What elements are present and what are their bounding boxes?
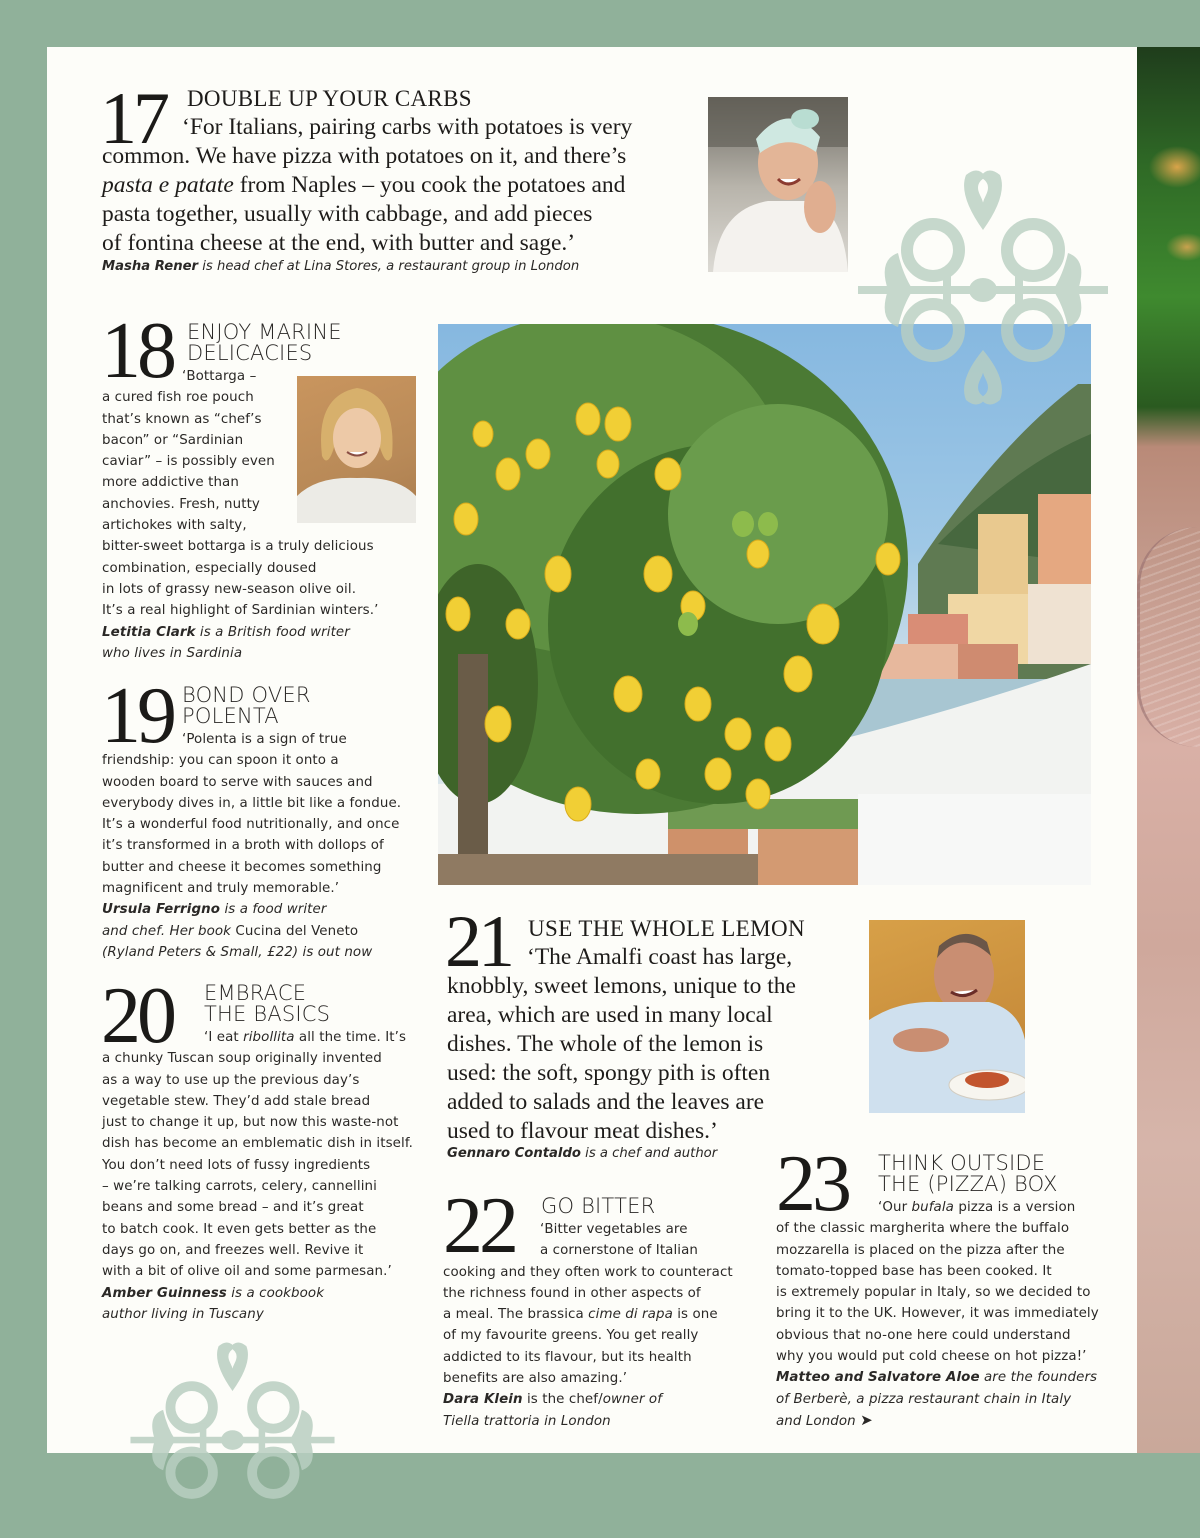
heading-line: POLENTA: [182, 704, 279, 728]
credit-name: Gennaro Contaldo: [447, 1146, 581, 1161]
credit-name: Dara Klein: [443, 1392, 523, 1408]
credit-text: and London: [776, 1413, 856, 1429]
quote-line: butter and cheese it becomes something: [102, 859, 382, 875]
quote-line: used to flavour meat dishes.’: [447, 1118, 718, 1144]
quote-line: It’s a wonderful food nutritionally, and once: [102, 817, 400, 833]
quote-line: it’s transformed in a broth with dollops of: [102, 838, 384, 854]
quote-line: cooking and they often work to counteract: [443, 1264, 733, 1280]
tip-20-number: 20: [101, 972, 173, 1060]
credit-line: [102, 1283, 413, 1304]
quote-line: a cured fish roe pouch: [102, 390, 254, 406]
tip-21-credit: [447, 1146, 717, 1161]
portrait-illustration: [708, 97, 848, 272]
credit-text: is head chef at Lina Stores, a restaurant group in London: [202, 259, 580, 274]
italic-phrase: pasta e patate: [102, 172, 234, 198]
quote-text: pizza is a version: [953, 1200, 1076, 1215]
tip-22-heading: GO BITTER: [541, 1194, 656, 1218]
credit-name: Ursula Ferrigno: [102, 902, 221, 918]
credit-name: Amber Guinness: [102, 1285, 227, 1301]
letitia-clark-photo: [297, 376, 416, 523]
quote-line: magnificent and truly memorable.’: [102, 881, 340, 897]
quote-line: to batch cook. It even gets better as the: [102, 1221, 377, 1237]
quote-line: benefits are also amazing.’: [443, 1371, 628, 1387]
quote-line: ‘Bitter vegetables are: [540, 1222, 688, 1237]
quote-line: more addictive than: [102, 475, 239, 491]
italic-phrase: cime di rapa: [588, 1307, 673, 1323]
credit-line: [776, 1410, 1099, 1432]
quote-line: anchovies. Fresh, nutty: [102, 496, 260, 512]
tip-18-heading: [187, 322, 342, 364]
quote-line: ‘The Amalfi coast has large,: [527, 944, 793, 970]
credit-text: are the founders: [984, 1370, 1098, 1386]
decorative-scroll-ornament: [848, 165, 1118, 410]
tip-18-number: 18: [101, 307, 173, 395]
quote-line: area, which are used in many local: [447, 1002, 773, 1028]
quote-line: why you would put cold cheese on hot pizza!’: [776, 1349, 1087, 1365]
credit-text: is a food writer: [224, 902, 327, 918]
tip-17-heading: DOUBLE UP YOUR CARBS: [187, 86, 472, 111]
heading-line: THE BASICS: [204, 1002, 331, 1026]
tip-17-credit: [102, 259, 579, 274]
tip-20-quote: [102, 1027, 413, 1325]
italic-phrase: bufala: [911, 1200, 954, 1215]
quote-line: [102, 171, 632, 200]
quote-line: caviar” – is possibly even: [102, 454, 275, 470]
tip-23-number: 23: [776, 1140, 848, 1228]
quote-line: bring it to the UK. However, it was immediately: [776, 1306, 1099, 1322]
credit-line: who lives in Sardinia: [102, 645, 243, 661]
heading-line: BOND OVER: [182, 683, 311, 707]
book-title: Cucina del Veneto: [235, 923, 359, 939]
credit-line: [102, 899, 401, 920]
heading-line: DELICACIES: [187, 341, 313, 365]
tip-20-heading: [204, 983, 330, 1025]
quote-text: is one: [672, 1307, 718, 1323]
tip-23-heading: [878, 1153, 1058, 1195]
portrait-illustration: [869, 920, 1025, 1113]
quote-line: dishes. The whole of the lemon is: [447, 1031, 764, 1057]
quote-line: addicted to its flavour, but its health: [443, 1349, 692, 1365]
tip-17-quote: [102, 113, 632, 258]
heading-line: ENJOY MARINE: [187, 320, 342, 344]
credit-line: author living in Tuscany: [102, 1306, 264, 1322]
quote-line: of my favourite greens. You get really: [443, 1328, 699, 1344]
credit-text: is a chef and author: [585, 1146, 718, 1161]
tip-21-quote: [447, 943, 796, 1146]
quote-line: added to salads and the leaves are: [447, 1089, 765, 1115]
quote-line: tomato-topped base has been cooked. It: [776, 1263, 1052, 1279]
quote-line: ‘Polenta is a sign of true: [182, 732, 347, 747]
credit-line: (Ryland Peters & Small, £22) is out now: [102, 944, 373, 960]
heading-line: THINK OUTSIDE: [878, 1151, 1046, 1175]
credit-name: Letitia Clark: [102, 624, 196, 640]
quote-line: bitter-sweet bottarga is a truly delicious: [102, 539, 374, 555]
quote-line: artichokes with salty,: [102, 518, 247, 534]
quote-line: pasta together, usually with cabbage, and add pieces: [102, 201, 593, 227]
quote-line: a cornerstone of Italian: [540, 1243, 699, 1259]
credit-name: Matteo and Salvatore Aloe: [776, 1370, 980, 1386]
quote-line: is extremely popular in Italy, so we decided to: [776, 1285, 1091, 1301]
tip-17-number: 17: [100, 78, 166, 160]
quote-line: [776, 1197, 1099, 1218]
tip-22-quote: [443, 1219, 733, 1432]
quote-line: ‘Bottarga –: [182, 369, 257, 384]
masha-rener-photo: [708, 97, 848, 272]
quote-line: beans and some bread – and it’s great: [102, 1200, 364, 1216]
credit-line: of Berberè, a pizza restaurant chain in Italy: [776, 1391, 1072, 1407]
quote-line: in lots of grassy new-season olive oil.: [102, 581, 357, 597]
credit-name: Masha Rener: [102, 259, 199, 274]
credit-text: is a British food writer: [199, 624, 350, 640]
quote-line: friendship: you can spoon it onto a: [102, 753, 339, 769]
quote-line: wooden board to serve with sauces and: [102, 774, 373, 790]
quote-line: with a bit of olive oil and some parmesan.’: [102, 1264, 392, 1280]
quote-line: bacon” or “Sardinian: [102, 432, 244, 448]
quote-line: common. We have pizza with potatoes on it, and there’s: [102, 143, 627, 169]
quote-line: ‘For Italians, pairing carbs with potatoes is very: [182, 114, 633, 140]
continue-arrow-icon: ➤: [860, 1410, 873, 1429]
quote-line: dish has become an emblematic dish in itself.: [102, 1136, 414, 1152]
quote-line: days go on, and freezes well. Revive it: [102, 1242, 364, 1258]
credit-line: Tiella trattoria in London: [443, 1413, 611, 1429]
bleed-photo-strip: [1137, 47, 1200, 1453]
quote-line: mozzarella is placed on the pizza after the: [776, 1242, 1065, 1258]
credit-line: [102, 622, 378, 643]
quote-line: – we’re talking carrots, celery, cannellini: [102, 1179, 377, 1195]
portrait-illustration: [297, 376, 416, 523]
quote-line: [443, 1304, 733, 1325]
quote-line: It’s a real highlight of Sardinian winters.’: [102, 603, 379, 619]
quote-text: ‘I eat: [204, 1030, 244, 1045]
quote-line: obvious that no-one here could understand: [776, 1327, 1071, 1343]
quote-line: everybody dives in, a little bit like a fondue.: [102, 795, 402, 811]
credit-line: [443, 1389, 733, 1410]
tip-22-number: 22: [443, 1182, 515, 1270]
credit-text: and chef. Her book: [102, 923, 232, 939]
tip-19-number: 19: [101, 672, 173, 760]
credit-text: is the chef/: [526, 1392, 603, 1408]
quote-line: of the classic margherita where the buffalo: [776, 1221, 1070, 1237]
quote-line: You don’t need lots of fussy ingredients: [102, 1157, 371, 1173]
quote-text: a meal. The brassica: [443, 1307, 589, 1323]
quote-line: just to change it up, but now this waste-not: [102, 1115, 399, 1131]
credit-line: [776, 1367, 1099, 1388]
quote-line: that’s known as “chef’s: [102, 411, 262, 427]
tip-19-heading: [182, 685, 311, 727]
italic-phrase: ribollita: [243, 1030, 295, 1045]
heading-line: EMBRACE: [204, 981, 307, 1005]
quote-line: the richness found in other aspects of: [443, 1285, 701, 1301]
gennaro-contaldo-photo: [869, 920, 1025, 1113]
quote-line: knobbly, sweet lemons, unique to the: [447, 973, 796, 999]
tip-19-quote: [102, 729, 401, 963]
tip-21-number: 21: [445, 901, 511, 983]
quote-line: combination, especially doused: [102, 560, 317, 576]
quote-text: ‘Our: [878, 1200, 912, 1215]
quote-line-rest: from Naples – you cook the potatoes and: [233, 172, 626, 198]
quote-line: [102, 1027, 413, 1048]
quote-line: as a way to use up the previous day’s: [102, 1072, 360, 1088]
quote-line: a chunky Tuscan soup originally invented: [102, 1051, 382, 1067]
quote-line: used: the soft, spongy pith is often: [447, 1060, 771, 1086]
decorative-scroll-ornament: [95, 1338, 370, 1538]
quote-line: of fontina cheese at the end, with butter and sage.’: [102, 230, 576, 256]
quote-text: all the time. It’s: [294, 1030, 407, 1045]
tip-23-quote: [776, 1197, 1099, 1432]
credit-text: owner of: [602, 1392, 663, 1408]
credit-text: is a cookbook: [231, 1285, 325, 1301]
quote-line: vegetable stew. They’d add stale bread: [102, 1093, 371, 1109]
tip-21-heading: USE THE WHOLE LEMON: [528, 916, 805, 941]
credit-line: [102, 921, 401, 942]
heading-line: THE (PIZZA) BOX: [878, 1172, 1058, 1196]
